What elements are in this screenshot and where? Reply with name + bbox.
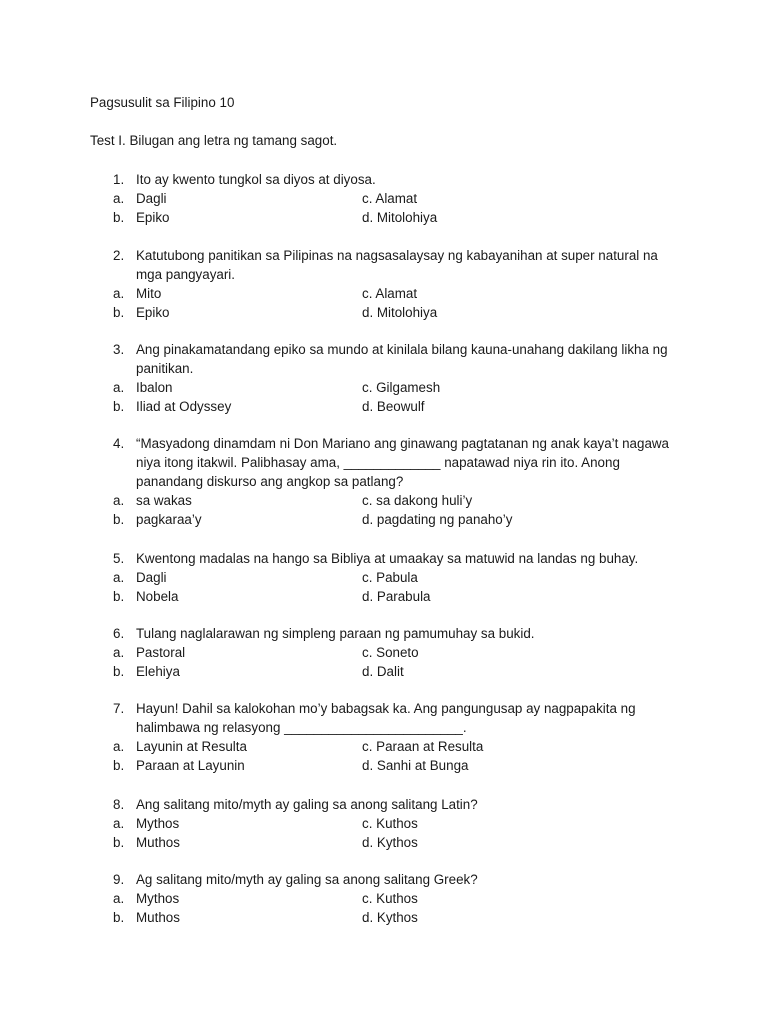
option-c: c. Kuthos [362,891,418,906]
question-number: 3. [113,342,125,357]
option-b: pagkaraa’y [136,512,202,527]
option-b: Epiko [136,210,170,225]
option-d: d. Parabula [362,589,431,604]
option-c: c. sa dakong huli’y [362,493,473,508]
option-c: c. Alamat [362,286,418,301]
option-a: Mythos [136,816,180,831]
option-b-letter: b. [113,512,125,527]
option-a-letter: a. [113,493,125,508]
option-b-letter: b. [113,835,125,850]
option-b-letter: b. [113,758,125,773]
option-c: c. Kuthos [362,816,418,831]
question-number: 4. [113,436,125,451]
option-a: Dagli [136,191,167,206]
question-number: 7. [113,701,125,716]
option-d: d. Dalit [362,664,404,679]
option-a: Pastoral [136,645,186,660]
option-b-letter: b. [113,664,125,679]
option-b-letter: b. [113,210,125,225]
option-a-letter: a. [113,816,125,831]
option-a-letter: a. [113,739,125,754]
option-b-letter: b. [113,399,125,414]
question-number: 6. [113,626,125,641]
option-d: d. Kythos [362,835,418,850]
option-c: c. Gilgamesh [362,380,441,395]
test-instruction: Test I. Bilugan ang letra ng tamang sagot. [90,133,338,148]
question-text: Hayun! Dahil sa kalokohan mo’y babagsak ka. Ang pangungusap ay nagpapakita ng halimbawa ng relasyong ________________________. [136,701,636,735]
question-number: 9. [113,872,125,887]
question-number: 8. [113,797,125,812]
option-b-letter: b. [113,305,125,320]
option-a-letter: a. [113,380,125,395]
document-title: Pagsusulit sa Filipino 10 [90,95,235,110]
option-d: d. pagdating ng panaho’y [362,512,513,527]
option-a-letter: a. [113,286,125,301]
option-c: c. Soneto [362,645,419,660]
question-text: “Masyadong dinamdam ni Don Mariano ang ginawang pagtatanan ng anak kaya’t nagawa niya itong itakwil. Palibhasay ama, _____________ napatawad niya rin ito. Anong panandang diskurso ang angkop sa patlang? [136,436,670,489]
question-number: 1. [113,172,125,187]
option-b: Elehiya [136,664,180,679]
option-a: Dagli [136,570,167,585]
option-b: Iliad at Odyssey [136,399,232,414]
option-d: d. Kythos [362,910,418,925]
option-b: Muthos [136,910,180,925]
option-a-letter: a. [113,570,125,585]
option-b: Muthos [136,835,180,850]
option-a-letter: a. [113,891,125,906]
option-b: Nobela [136,589,179,604]
option-b-letter: b. [113,589,125,604]
option-b-letter: b. [113,910,125,925]
option-c: c. Pabula [362,570,418,585]
option-c: c. Alamat [362,191,418,206]
option-a: sa wakas [136,493,192,508]
option-a: Layunin at Resulta [136,739,247,754]
option-a-letter: a. [113,191,125,206]
question-number: 5. [113,551,125,566]
question-text: Ang pinakamatandang epiko sa mundo at kinilala bilang kauna-unahang dakilang likha ng panitikan. [136,342,668,376]
question-number: 2. [113,248,125,263]
question-text: Ag salitang mito/myth ay galing sa anong salitang Greek? [136,872,478,887]
option-a: Mito [136,286,162,301]
question-text: Ang salitang mito/myth ay galing sa anong salitang Latin? [136,797,478,812]
option-b: Paraan at Layunin [136,758,245,773]
option-d: d. Beowulf [362,399,425,414]
option-d: d. Mitolohiya [362,305,438,320]
option-d: d. Sanhi at Bunga [362,758,469,773]
option-d: d. Mitolohiya [362,210,438,225]
question-text: Tulang naglalarawan ng simpleng paraan ng pamumuhay sa bukid. [136,626,535,641]
option-a: Mythos [136,891,180,906]
option-a: Ibalon [136,380,173,395]
option-b: Epiko [136,305,170,320]
option-c: c. Paraan at Resulta [362,739,484,754]
question-text: Katutubong panitikan sa Pilipinas na nagsasalaysay ng kabayanihan at super natural na mga pangyayari. [136,248,658,282]
question-text: Kwentong madalas na hango sa Bibliya at umaakay sa matuwid na landas ng buhay. [136,551,639,566]
question-text: Ito ay kwento tungkol sa diyos at diyosa. [136,172,376,187]
option-a-letter: a. [113,645,125,660]
